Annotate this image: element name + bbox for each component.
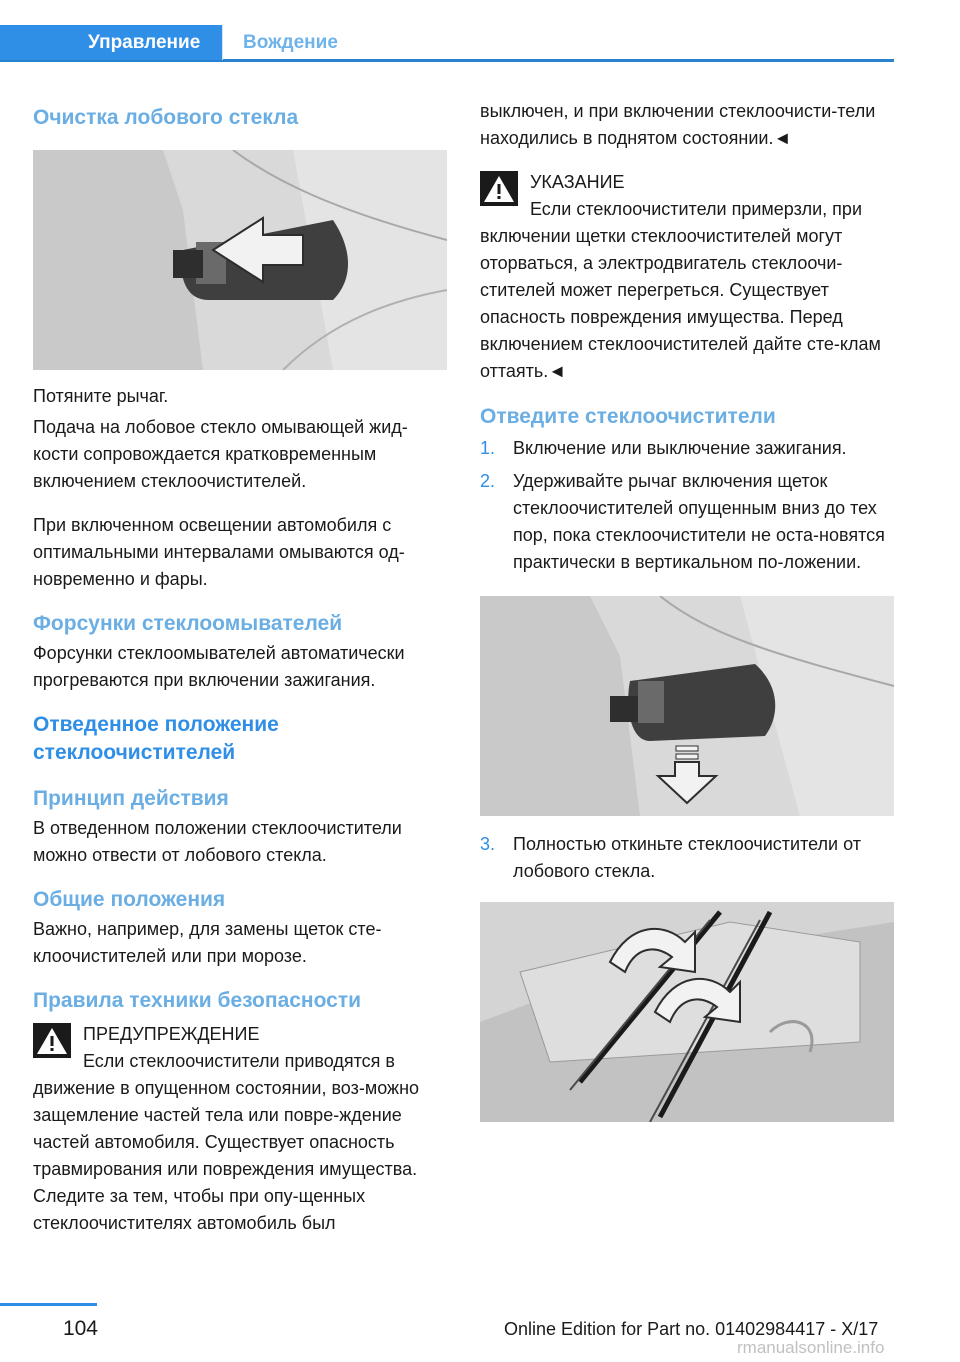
notice-triangle-icon [480,171,518,206]
paragraph-headlight-wash: При включенном освещении автомобиля с оптимальными интервалами омываются од-новременно и фары. [33,515,405,589]
steps-list-continued [480,831,894,885]
step-text: Полностью откиньте стеклоочистители от лобового стекла. [513,834,861,881]
page-number: 104 [62,1317,98,1340]
step-item [480,831,894,885]
right-column [480,96,894,1122]
heading-washer-nozzles: Форсунки стеклоомывателей [33,612,343,635]
warning-title: ПРЕДУПРЕЖДЕНИЕ [83,1024,260,1044]
notice-title: УКАЗАНИЕ [530,172,625,192]
step-number: 3. [480,834,496,854]
heading-safety: Правила техники безопасности [33,989,362,1012]
step-text: Включение или выключение зажигания. [513,438,847,458]
warning-triangle-icon [33,1023,71,1058]
wipers-raised-illustration [480,902,894,1122]
paragraph-washer-fluid: Подача на лобовое стекло омывающей жид-кости сопровождается кратковременным включением стеклоочистителей. [33,417,408,491]
step-text: Удерживайте рычаг включения щеток стеклоочистителей опущенным вниз до тех пор, пока стеклоочистители не оста-новятся практически в вертикальном по-ложении. [513,471,885,572]
heading-fold-wipers: Отведите стеклоочистители [480,405,776,428]
heading-wiper-folded-position: Отведенное положение стеклоочистителей [33,713,279,764]
heading-general: Общие положения [33,888,226,911]
figure-lever-pull [33,150,447,370]
chapter-tab-bar [0,25,894,62]
paragraph-general: Важно, например, для замены щеток сте-клоочистителей или при морозе. [33,919,382,966]
heading-clean-windshield: Очистка лобового стекла [33,106,299,129]
warning-block [33,1021,447,1237]
watermark-text: rmanualsonline.info [737,1338,885,1357]
paragraph-pull-lever: Потяните рычаг. [33,386,169,406]
paragraph-nozzles-heated: Форсунки стеклоомывателей автоматически прогреваются при включении зажигания. [33,643,405,690]
notice-block [480,169,894,385]
tab-driving[interactable]: Вождение [243,31,338,53]
warning-text: Если стеклоочистители приводятся в движение в опущенном состоянии, воз-можно защемление частей тела или повре-ждение частей автомобиля. Существует опасность травмирования или повреждения имущества. Следите за тем, чтобы при опу-щенных стеклоочистителях автомобиль был [33,1051,420,1233]
lever-pull-illustration [33,150,447,370]
heading-principle: Принцип действия [33,787,229,810]
edition-text: Online Edition for Part no. 01402984417 - X/17 [504,1319,879,1339]
footer-rule [0,1303,97,1306]
step-item [480,468,894,576]
paragraph-warning-continued: выключен, и при включении стеклоочисти-тели находились в поднятом состоянии.◄ [480,101,876,148]
step-number: 1. [480,438,496,458]
tab-controls[interactable]: Управление [0,25,222,60]
step-number: 2. [480,471,496,491]
figure-lever-down [480,596,894,816]
figure-wipers-raised [480,902,894,1122]
paragraph-principle: В отведенном положении стеклоочистители можно отвести от лобового стекла. [33,818,402,865]
steps-list [480,435,894,576]
notice-text: Если стеклоочистители примерзли, при включении щетки стеклоочистителей могут оторваться, а электродвигатель стеклоочи-стителей может перегреться. Существует опасность повреждения имущества. Перед включением стеклоочистителей дайте сте-клам оттаять.◄ [480,199,881,381]
lever-down-illustration [480,596,894,816]
left-column [33,96,447,1237]
step-item [480,435,894,462]
